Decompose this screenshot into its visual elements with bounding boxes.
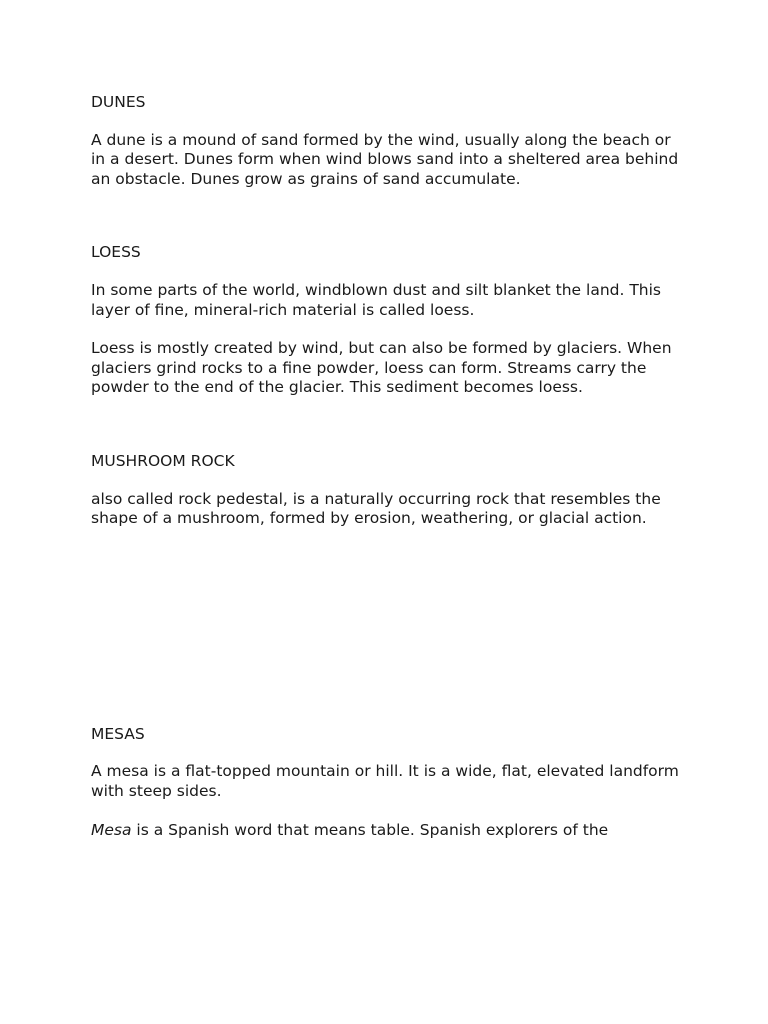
section-heading-loess: LOESS xyxy=(91,243,141,262)
mushroom-rock-paragraph-1: also called rock pedestal, is a naturally occurring rock that resembles the shape of a mushroom, formed by erosion, weathering, or glacial action. xyxy=(91,489,661,528)
section-heading-dunes: DUNES xyxy=(91,93,146,111)
section-dunes xyxy=(91,93,681,189)
document-page xyxy=(91,93,681,840)
section-mesas xyxy=(91,725,681,840)
mesas-paragraph-2 xyxy=(91,821,681,841)
mesa-italic-term: Mesa xyxy=(91,820,132,839)
section-mushroom-rock xyxy=(91,452,681,529)
loess-paragraph-2: Loess is mostly created by wind, but can also be formed by glaciers. When glaciers grind rocks to a fine powder, loess can form. Streams carry the powder to the end of the glacier. This sediment becomes loess. xyxy=(91,339,672,397)
mesas-paragraph-1: A mesa is a flat-topped mountain or hill. It is a wide, flat, elevated landform with steep sides. xyxy=(91,762,679,800)
section-heading-mesas: MESAS xyxy=(91,724,145,743)
section-loess xyxy=(91,243,681,398)
mesas-paragraph-2-text: is a Spanish word that means table. Spanish explorers of the xyxy=(131,820,609,839)
dunes-paragraph-1: A dune is a mound of sand formed by the wind, usually along the beach or in a desert. Dunes form when wind blows sand into a sheltered area behind an obstacle. Dunes grow as grains of sand accumulate. xyxy=(91,130,679,188)
section-heading-mushroom-rock: MUSHROOM ROCK xyxy=(91,451,235,470)
loess-paragraph-1: In some parts of the world, windblown dust and silt blanket the land. This layer of fine, mineral-rich material is called loess. xyxy=(91,280,662,319)
